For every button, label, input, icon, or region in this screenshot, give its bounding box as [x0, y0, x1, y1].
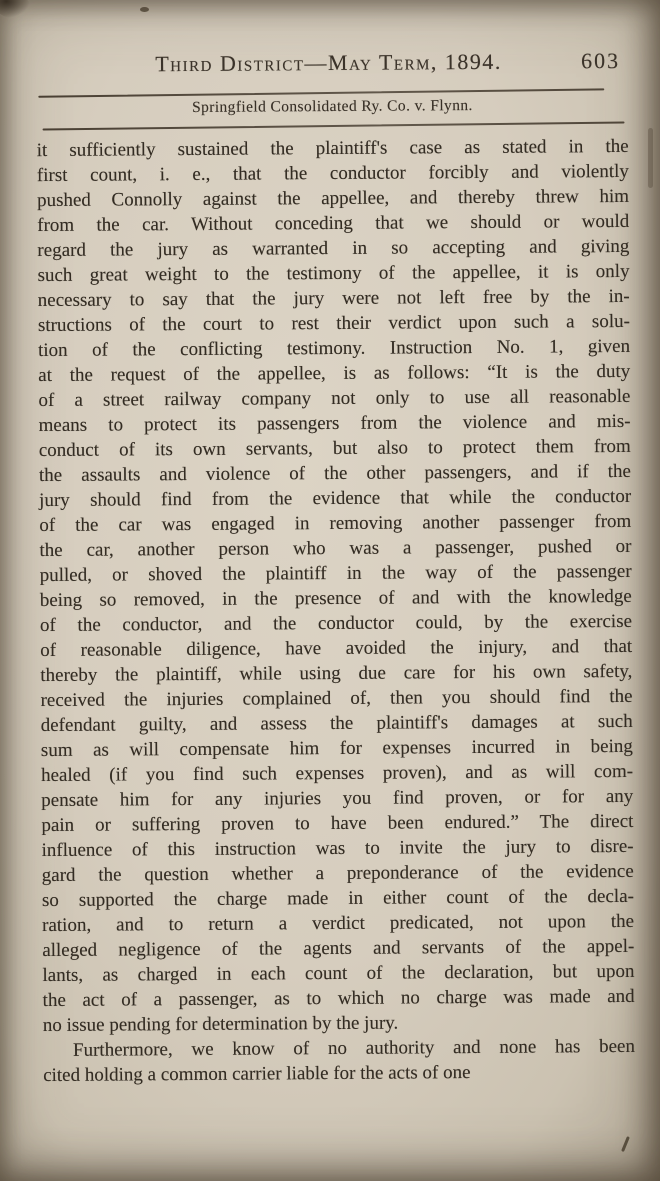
- text-line: influence of this instruction was to invite the jury to disre-: [41, 835, 634, 862]
- text-line: thereby the plaintiff, while using due care for his own safety,: [40, 660, 633, 687]
- text-line: lants, as charged in each count of the declaration, but upon: [42, 960, 635, 987]
- text-line: of the conductor, and the conductor could, by the exercise: [39, 610, 633, 637]
- text-line: the assaults and violence of the other passengers, and if the: [38, 460, 632, 487]
- text-line: from the car. Without conceding that we should or would: [37, 210, 630, 237]
- text-line: no issue pending for determination by the jury.: [42, 1012, 399, 1037]
- text-line: being so removed, in the presence of and with the knowledge: [39, 585, 632, 612]
- text-line: the car, another person who was a passenger, pushed or: [39, 535, 632, 562]
- text-line: pensate him for any injuries you find proven, or for any: [41, 785, 634, 812]
- text-line: such great weight to the testimony of the appellee, it is only: [37, 260, 630, 287]
- page-content: [36, 48, 635, 1088]
- scan-speck: [140, 7, 149, 12]
- text-line: necessary to say that the jury were not left free by the in-: [37, 285, 630, 312]
- text-line: of a street railway company not only to use all reasonable: [38, 385, 631, 412]
- text-line: first count, i. e., that the conductor forcibly and violently: [36, 160, 629, 187]
- text-line: received the injuries complained of, then you should find the: [40, 685, 633, 712]
- text-line: pain or suffering proven to have been endured.” The direct: [41, 810, 634, 837]
- text-line: regard the jury as warranted in so accepting and giving: [37, 235, 630, 262]
- text-line: at the request of the appellee, is as follows: “It is the duty: [38, 360, 631, 387]
- text-line: structions of the court to rest their verdict upon such a solu-: [37, 310, 630, 337]
- running-header: [36, 48, 628, 78]
- header-title: Third District—May Term, 1894.: [155, 48, 502, 77]
- text-line: so supported the charge made in either count of the decla-: [41, 885, 634, 912]
- scan-speck: [648, 128, 653, 188]
- text-line: conduct of its own servants, but also to protect them from: [38, 435, 631, 462]
- scan-speck: [0, 0, 30, 18]
- text-line: sum as will compensate him for expenses incurred in being: [40, 735, 633, 762]
- text-line: healed (if you find such expenses proven), and as will com-: [40, 760, 634, 787]
- text-line: it sufficiently sustained the plaintiff's case as stated in the: [36, 135, 629, 162]
- text-line: the act of a passenger, as to which no charge was made and: [42, 985, 635, 1012]
- text-line: Furthermore, we know of no authority and none has been: [72, 1035, 636, 1061]
- text-line: defendant guilty, and assess the plaintiff's damages at such: [40, 710, 633, 737]
- text-line: alleged negligence of the agents and servants of the appel-: [42, 935, 635, 962]
- text-line: jury should find from the evidence that while the conductor: [39, 485, 632, 512]
- scan-mark: [621, 1136, 629, 1152]
- text-line: of the car was engaged in removing another passenger from: [39, 510, 632, 537]
- text-line: gard the question whether a preponderance of the evidence: [41, 860, 634, 887]
- text-line: tion of the conflicting testimony. Instruction No. 1, given: [38, 335, 631, 362]
- case-caption: Springfield Consolidated Ry. Co. v. Flynn.: [191, 97, 473, 116]
- body-text: [37, 134, 636, 1088]
- text-line: ration, and to return a verdict predicated, not upon the: [42, 910, 635, 937]
- divider-bottom: [43, 121, 625, 130]
- text-line: cited holding a common carrier liable for the acts of one: [43, 1062, 471, 1087]
- paragraph: [37, 134, 635, 1038]
- text-line: pushed Connolly against the appellee, and thereby threw him: [36, 185, 630, 212]
- text-line: means to protect its passengers from the violence and mis-: [38, 410, 631, 437]
- text-line: pulled, or shoved the plaintiff in the way of the passenger: [39, 560, 632, 587]
- page-number: 603: [580, 47, 621, 74]
- paragraph: [43, 1034, 635, 1088]
- text-line: of reasonable diligence, have avoided the injury, and that: [40, 635, 633, 662]
